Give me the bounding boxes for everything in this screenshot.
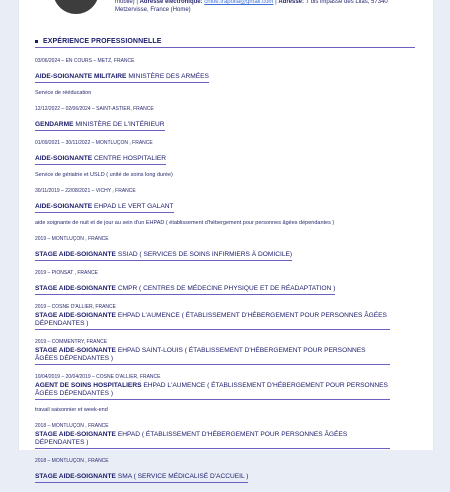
- entry-employer: CENTRE HOSPITALIER: [94, 155, 167, 162]
- avatar: [53, 0, 99, 14]
- entry-headline: [35, 382, 390, 400]
- entry-employer: EHPAD L'AUMENCE ( ÉTABLISSEMENT D'HÉBERGEMENT POUR PERSONNES ÂGÉES DÉPENDANTES ): [35, 312, 387, 327]
- entry-employer: EHPAD LE VERT GALANT: [94, 203, 174, 210]
- entry-job-title: STAGE AIDE-SOIGNANTE: [35, 431, 116, 438]
- entry-employer: CMPR ( CENTRES DE MÉDECINE PHYSIQUE ET DE RÉADAPTATION ): [117, 285, 336, 292]
- section-bullet-icon: [35, 40, 38, 43]
- entry-meta: 03/06/2024 – EN COURS – METZ, FRANCE: [35, 58, 135, 64]
- entry-headline: [35, 73, 209, 83]
- experience-entry: [35, 188, 425, 227]
- entry-employer: EHPAD L'AUMENCE ( ÉTABLISSEMENT D'HÉBERGEMENT POUR PERSONNES ÂGÉES DÉPENDANTES ): [35, 382, 388, 397]
- entry-employer: MINISTÈRE DE L'INTÉRIEUR: [75, 121, 165, 128]
- entry-meta: 12/12/2022 – 02/06/2024 – SAINT-ASTIER, FRANCE: [35, 106, 154, 112]
- experience-entry: [35, 236, 425, 261]
- entry-meta: 01/09/2021 – 30/11/2022 – MONTLUÇON , FRANCE: [35, 140, 153, 146]
- entry-meta: 2019 – COSNE D'ALLIER, FRANCE: [35, 304, 116, 310]
- experience-entry: [35, 374, 425, 414]
- entry-job-title: STAGE AIDE-SOIGNANTE: [35, 312, 116, 319]
- entry-meta: 2018 – MONTLUÇON , FRANCE: [35, 458, 109, 464]
- entry-job-title: GENDARME: [35, 121, 74, 128]
- entry-meta: 2019 – COMMENTRY, FRANCE: [35, 339, 108, 345]
- entry-headline: [35, 203, 174, 213]
- contact-phone-suffix: mobile): [115, 0, 135, 5]
- entry-job-title: STAGE AIDE-SOIGNANTE: [35, 473, 116, 480]
- entry-headline: [35, 155, 166, 165]
- contact-line-2: Metzervisse, France (Home): [115, 7, 191, 13]
- experience-entry: [35, 339, 425, 365]
- entry-employer: EHPAD ( ÉTABLISSEMENT D'HÉBERGEMENT POUR PERSONNES ÂGÉES DÉPENDANTES ): [35, 431, 348, 446]
- email-label: Adresse électronique:: [139, 0, 203, 5]
- entry-headline: [35, 473, 248, 483]
- entry-meta: 10/04/2019 – 20/04/2019 – COSNE D'ALLIER, FRANCE: [35, 374, 161, 380]
- experience-entry: [35, 106, 425, 131]
- contact-info: [115, 0, 435, 14]
- contact-line-1: mobile) | Adresse électronique: chloe.frapolla@gmail.com | Adresse: 7 bis impasse des Lilas, 57340: [115, 0, 388, 5]
- entry-description: travail saisonnier et week-end: [35, 407, 108, 413]
- experience-entry: [35, 423, 425, 449]
- address-value: 7 bis impasse des Lilas, 57340: [305, 0, 388, 5]
- email-link[interactable]: chloe.frapolla@gmail.com: [204, 0, 274, 5]
- experience-entry: [35, 140, 425, 179]
- entry-job-title: STAGE AIDE-SOIGNANTE: [35, 347, 116, 354]
- entry-headline: [35, 312, 390, 330]
- entry-meta: 30/11/2019 – 22/08/2021 – VICHY , FRANCE: [35, 188, 136, 194]
- entry-headline: [35, 285, 335, 295]
- entry-job-title: AGENT DE SOINS HOSPITALIERS: [35, 382, 142, 389]
- entry-job-title: AIDE-SOIGNANTE MILITAIRE: [35, 73, 127, 80]
- entry-job-title: AIDE-SOIGNANTE: [35, 155, 93, 162]
- experience-section: [35, 38, 415, 48]
- experience-entry: [35, 58, 425, 97]
- entry-employer: SSIAD ( SERVICES DE SOINS INFIRMIERS À DOMICILE): [117, 251, 293, 258]
- entry-meta: 2019 – MONTLUÇON , FRANCE: [35, 236, 109, 242]
- entry-meta: 2018 – MONTLUÇON , FRANCE: [35, 423, 109, 429]
- entry-description: aide soignante de nuit et de jour au sein d'un EHPAD ( établissement d'hébergement pour personnes âgées dépendantes ): [35, 220, 335, 226]
- entry-headline: [35, 121, 165, 131]
- entry-description: Service de rééducation: [35, 90, 92, 96]
- entry-headline: [35, 431, 390, 449]
- entry-headline: [35, 251, 292, 261]
- entry-job-title: STAGE AIDE-SOIGNANTE: [35, 251, 116, 258]
- cv-page: [18, 0, 434, 480]
- section-title: EXPÉRIENCE PROFESSIONNELLE: [43, 38, 162, 45]
- entry-meta: 2019 – PIONSAT , FRANCE: [35, 270, 98, 276]
- entry-job-title: STAGE AIDE-SOIGNANTE: [35, 285, 116, 292]
- experience-list: [35, 58, 425, 492]
- entry-employer: EHPAD SAINT-LOUIS ( ÉTABLISSEMENT D'HÉBERGEMENT POUR PERSONNES ÂGÉES DÉPENDANTES ): [35, 347, 366, 362]
- experience-entry: [35, 304, 425, 330]
- entry-employer: MINISTÈRE DES ARMÉES: [128, 73, 209, 80]
- entry-headline: [35, 347, 390, 365]
- section-heading: [35, 38, 415, 48]
- entry-job-title: AIDE-SOIGNANTE: [35, 203, 93, 210]
- entry-description: Service de gériatrie et USLD ( unité de soins long durée): [35, 172, 173, 178]
- entry-employer: SMA ( SERVICE MÉDICALISÉ D'ACCUEIL ): [117, 473, 249, 480]
- experience-entry: [35, 270, 425, 295]
- experience-entry: [35, 458, 425, 483]
- address-label: Adresse:: [278, 0, 305, 5]
